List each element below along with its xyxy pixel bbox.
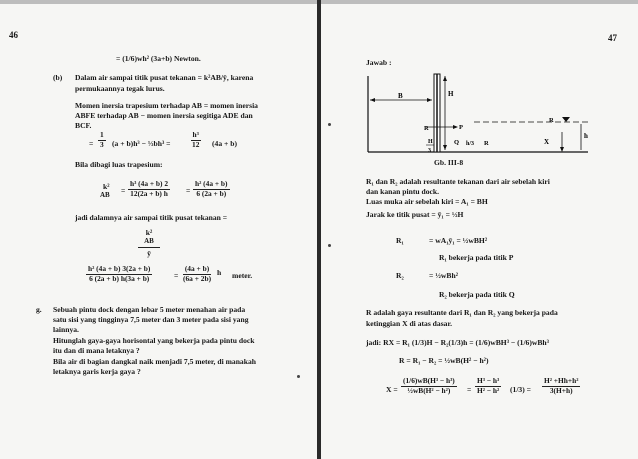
question-line-7: letaknya garis kerja gaya ? — [53, 367, 141, 376]
k2-fraction-1: $\frac{\text{h³ (4a + b) 2}}{12(2a + b) h}$ — [130, 179, 169, 198]
x-fraction-3: $\frac{\text{H² +Hh+h²}}{3(H+h)}$ — [544, 376, 579, 395]
jawab-label: Jawab : — [366, 58, 392, 67]
label-H-over-3-num: H — [428, 139, 433, 145]
newton-line: = (1/6)wh² (3a+b) Newton. — [116, 54, 201, 63]
x-middle: (1/3) = — [510, 385, 531, 394]
label-h: h — [584, 132, 588, 140]
scan-top-edge — [321, 0, 638, 4]
moment-line-3: BCF. — [75, 121, 92, 130]
para1-line-2: dan kanan pintu dock. — [366, 187, 440, 196]
item-b-label: (b) — [53, 73, 63, 82]
k2-equals: = — [121, 186, 126, 195]
eq1-fraction-1: $\frac{1}{3}$ — [100, 130, 104, 149]
right-page — [321, 0, 638, 459]
para1-line-1: R₁ dan R₂ adalah resultante tekanan dari air sebelah kiri — [366, 177, 550, 186]
final-unit: meter. — [232, 271, 253, 280]
label-H: H — [448, 90, 454, 98]
x-fraction-2: $\frac{\text{H³ − h³}}{\text{H² − h²}}$ — [477, 376, 500, 395]
moment-line-1: Momen inersia trapesium terhadap AB = momen inersia — [75, 101, 258, 110]
question-line-4: Hitunglah gaya-gaya horisontal yang bekerja pada pintu dock — [53, 336, 255, 345]
binder-hole — [328, 244, 331, 247]
item-b-line-2: permukaannya tegak lurus. — [75, 84, 165, 93]
moment-line-2: ABFE terhadap AB − momen inersia segitiga ADE dan — [75, 111, 253, 120]
r2-note: R₂ bekerja pada titik Q — [439, 290, 515, 299]
x-equals: = — [467, 385, 472, 394]
label-R: R — [549, 117, 554, 124]
final-h: h — [217, 268, 222, 277]
question-line-5: itu dan di mana letaknya ? — [53, 346, 140, 355]
label-P: P — [459, 124, 463, 131]
k2-lhs: k² — [103, 182, 110, 191]
x-fraction-1: $\frac{\text{(1/6)wB(H³ − h³)}}{\text{½wB(H² − h²)}}$ — [403, 376, 455, 395]
eq1-tail: (4a + b) — [212, 139, 237, 148]
k2-lhs-subscript: AB — [100, 191, 110, 199]
question-line-1: Sebuah pintu dock dengan lebar 5 meter menahan air pada — [53, 305, 246, 314]
luas-line: Luas muka air sebelah kiri = A₁ = BH — [366, 197, 488, 206]
dock-gate-figure — [366, 72, 611, 162]
r1-lhs: R₁ — [396, 236, 404, 245]
label-H-over-3-den: 3 — [428, 148, 431, 154]
eq1-prefix: = — [89, 139, 94, 148]
k2-over-ybar: k² AB ȳ — [138, 228, 160, 258]
eq1-middle: (a + b)h³ − ⅓bh³ = — [112, 139, 171, 148]
final-fraction-2: $\frac{(4a + b)}{(6a + 2b)}$ — [183, 264, 212, 283]
label-Q: Q — [454, 139, 460, 146]
label-R2: R — [484, 140, 489, 147]
label-R1: R — [424, 125, 429, 132]
label-h-over-3: h/3 — [466, 141, 475, 147]
figure-caption: Gb. III-8 — [434, 158, 464, 167]
left-page — [0, 0, 317, 459]
binder-hole — [328, 123, 331, 126]
k2-fraction-2: $\frac{\text{h² (4a + b)}}{6 (2a + b)}$ — [195, 179, 228, 198]
para2-line-1: R adalah gaya resultante dari R₁ dan R₂ yang bekerja pada — [366, 308, 558, 317]
para2-line-2: ketinggian X di atas dasar. — [366, 319, 453, 328]
question-label: g. — [36, 305, 42, 314]
x-lhs: X = — [386, 385, 398, 394]
jadi-label: jadi dalamnya air sampai titik pusat tekanan = — [75, 213, 228, 222]
scan-top-edge — [0, 0, 317, 4]
binder-hole — [297, 375, 300, 378]
r1-rhs: = wA₁ȳ₁ = ½wBH² — [429, 236, 488, 245]
final-equals: = — [174, 271, 179, 280]
r2-lhs: R₂ — [396, 271, 404, 280]
r-line: R = R₁ − R₂ = ½wB(H² − h²) — [399, 356, 489, 365]
r2-rhs: = ½wBh² — [429, 271, 458, 280]
question-line-3: lainnya. — [53, 325, 79, 334]
r1-note: R₁ bekerja pada titik P — [439, 253, 514, 262]
page-number: 47 — [608, 33, 617, 43]
question-line-6: Bila air di bagian dangkal naik menjadi 7,5 meter, di manakah — [53, 357, 256, 366]
jarak-line: Jarak ke titik pusat = ȳ₁ = ½H — [366, 210, 464, 219]
final-fraction-1: $\frac{\text{h² (4a + b) 3(2a + b)}}{6 (2a + b) h(3a + b)}$ — [88, 264, 151, 283]
item-b-line-1: Dalam air sampai titik pusat tekanan = k²AB/ȳ, karena — [75, 73, 254, 82]
eq1-fraction-2: $\frac{\text{h³}}{12}$ — [192, 130, 200, 149]
rx-line: jadi: RX = R₁ (1/3)H − R₂(1/3)h = (1/6)wBH³ − (1/6)wBh³ — [366, 338, 549, 347]
label-X: X — [544, 138, 550, 146]
label-B: B — [398, 92, 403, 100]
page-number: 46 — [9, 30, 18, 40]
question-line-2: satu sisi yang tingginya 7,5 meter dan 3 meter pada sisi yang — [53, 315, 249, 324]
k2-equals-2: = — [186, 186, 191, 195]
divided-label: Bila dibagi luas trapesium: — [75, 160, 163, 169]
